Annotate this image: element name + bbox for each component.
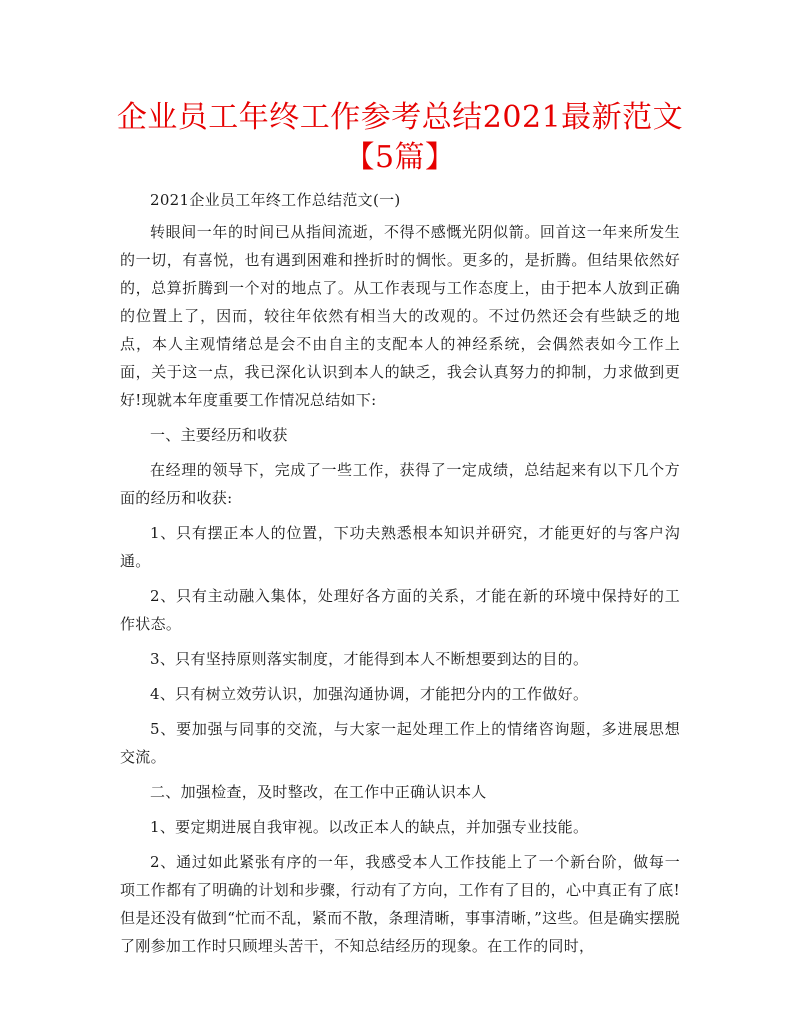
list-item: 2、只有主动融入集体，处理好各方面的关系，才能在新的环境中保持好的工作状态。 — [120, 587, 680, 633]
section-heading: 二、加强检查，及时整改，在工作中正确认识本人 — [150, 783, 487, 801]
list-item: 3、只有坚持原则落实制度，才能得到本人不断想要到达的目的。 — [150, 650, 589, 668]
list-item: 4、只有树立效劳认识，加强沟通协调，才能把分内的工作做好。 — [150, 685, 589, 703]
list-item: 5、要加强与同事的交流，与大家一起处理工作上的情绪咨询题，多进展思想交流。 — [120, 720, 680, 766]
list-item: 1、只有摆正本人的位置，下功夫熟悉根本知识并研究，才能更好的与客户沟通。 — [120, 524, 680, 570]
list-item: 2、通过如此紧张有序的一年，我感受本人工作技能上了一个新台阶，做每一项工作都有了明确的计划和步骤，行动有了方向，工作有了目的，心中真正有了底!但是还没有做到“忙而不乱，紧而不散，条理清晰，事事清晰，”这些。但是确实摆脱了刚参加工作时只顾埋头苦干，不知总结经历的现象。在工作的同时， — [120, 853, 680, 955]
list-item: 1、要定期进展自我审视。以改正本人的缺点，并加强专业技能。 — [150, 818, 589, 836]
section-heading: 2021企业员工年终工作总结范文(一) — [150, 191, 401, 209]
section-heading: 一、主要经历和收获 — [150, 426, 288, 444]
paragraph: 转眼间一年的时间已从指间流逝，不得不感慨光阴似箭。回首这一年来所发生的一切，有喜悦，也有遇到困难和挫折时的惆怅。更多的，是折腾。但结果依然好的，总算折腾到一个对的地点了。从工作表现与工作态度上，由于把本人放到正确的位置上了，因而，较往年依然有相当大的改观的。不过仍然还会有些缺乏的地点，本人主观情绪总是会不由自主的支配本人的神经系统，会偶然表如今工作上面，关于这一点，我已深化认识到本人的缺乏，我会认真努力的抑制，力求做到更好!现就本年度重要工作情况总结如下: — [120, 223, 680, 409]
document-title: 企业员工年终工作参考总结2021最新范文【5篇】 — [116, 100, 684, 175]
paragraph: 在经理的领导下，完成了一些工作，获得了一定成绩，总结起来有以下几个方面的经历和收获: — [120, 461, 680, 507]
document-body — [120, 186, 680, 967]
